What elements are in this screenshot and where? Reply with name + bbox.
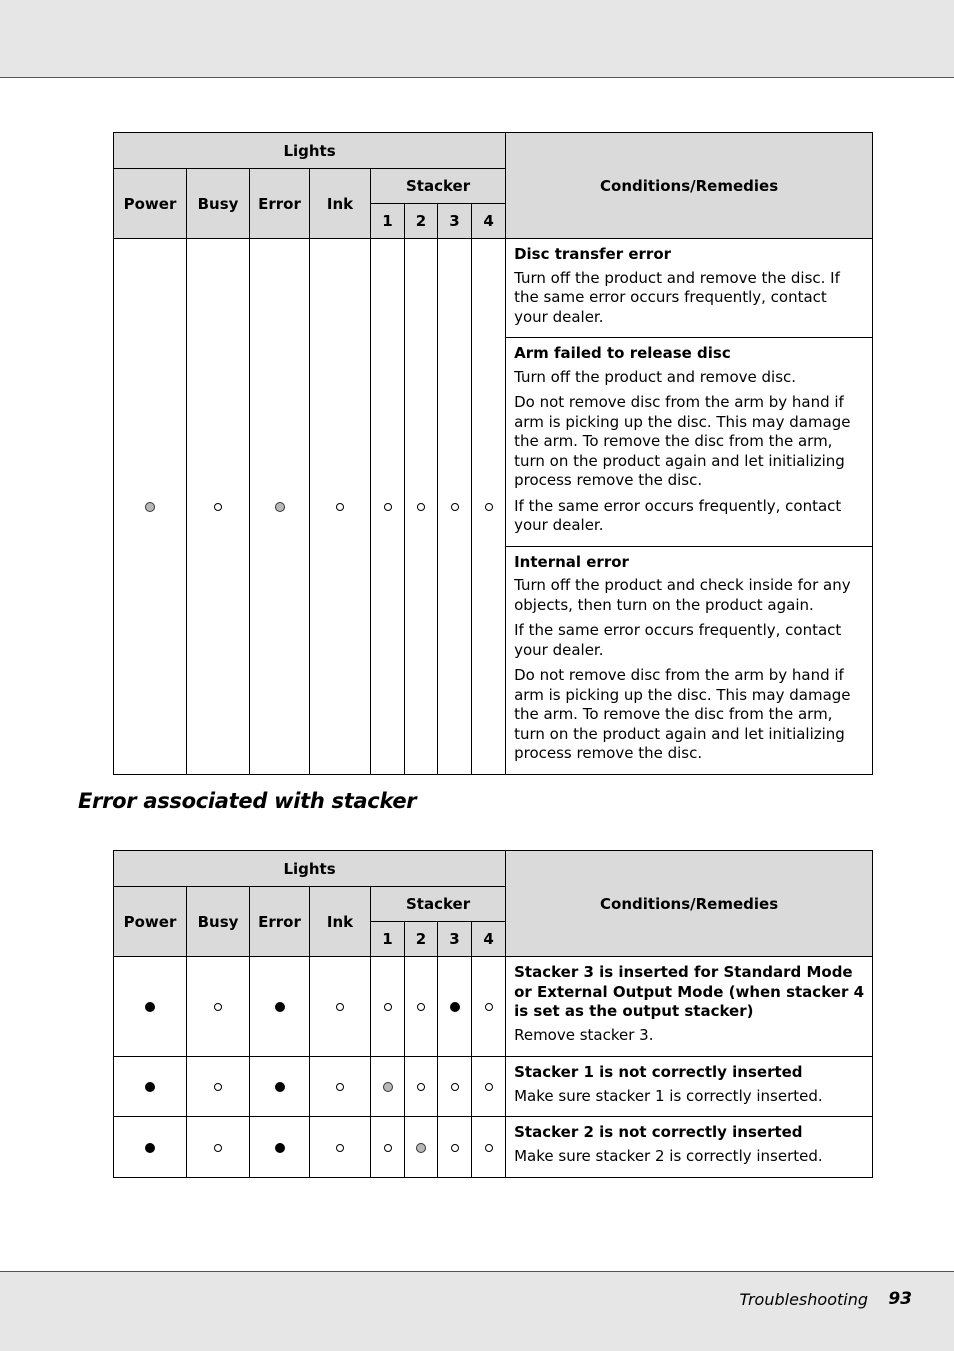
- condition-remedy: If the same error occurs frequently, contact your dealer.: [514, 496, 842, 534]
- stacker-3-light-indicator: [450, 1002, 460, 1012]
- condition-title: Stacker 3 is inserted for Standard Mode or External Output Mode (when stacker 4 is set as the output stacker): [514, 963, 865, 1020]
- condition-remedy: Do not remove disc from the arm by hand if arm is picking up the disc. This may damage the arm. To remove the disc from the arm, turn on the product again and let initializing process remove the disc.: [514, 666, 851, 762]
- stacker-2-light-cell: [405, 1057, 438, 1117]
- stacker-1-light-indicator: [383, 1082, 393, 1092]
- condition-remedy: Turn off the product and remove the disc. If the same error occurs frequently, contact your dealer.: [514, 268, 840, 326]
- ink-light-cell: [310, 1117, 371, 1178]
- stacker-3-light-cell: [438, 239, 472, 775]
- power-light-indicator: [145, 1143, 155, 1153]
- busy-header: Busy: [187, 169, 250, 239]
- stacker-1-light-cell: [371, 1057, 405, 1117]
- table-row: [114, 957, 873, 1057]
- busy-light-indicator: [214, 1003, 222, 1011]
- condition-title: Disc transfer error: [514, 245, 672, 263]
- stacker-2-light-cell: [405, 239, 438, 775]
- error-light-cell: [250, 1117, 310, 1178]
- lights-table-stacker: [113, 850, 873, 1178]
- ink-light-cell: [310, 957, 371, 1057]
- stacker-3-light-indicator: [451, 1083, 459, 1091]
- error-light-indicator: [275, 1082, 285, 1092]
- condition-remedy: Turn off the product and remove disc.: [514, 367, 797, 386]
- condition-title: Arm failed to release disc: [514, 344, 731, 362]
- ink-light-indicator: [336, 1144, 344, 1152]
- ink-light-indicator: [336, 1003, 344, 1011]
- stacker-3-light-indicator: [451, 503, 459, 511]
- power-light-indicator: [145, 502, 155, 512]
- stacker-4-light-indicator: [485, 503, 493, 511]
- stacker-3-light-cell: [438, 1117, 472, 1178]
- error-light-cell: [250, 1057, 310, 1117]
- stacker-4-light-indicator: [485, 1003, 493, 1011]
- ink-light-indicator: [336, 1083, 344, 1091]
- stacker-1-light-indicator: [384, 1003, 392, 1011]
- stacker-4-light-cell: [472, 1117, 506, 1178]
- stacker-3-light-cell: [438, 957, 472, 1057]
- ink-light-cell: [310, 239, 371, 775]
- ink-header: Ink: [310, 887, 371, 957]
- power-light-indicator: [145, 1002, 155, 1012]
- table-row: [114, 1057, 873, 1117]
- condition-remedy: Remove stacker 3.: [514, 1025, 654, 1044]
- conditions-header: Conditions/Remedies: [506, 133, 873, 239]
- condition-stacker-1-not-inserted: [506, 1057, 873, 1117]
- condition-title: Internal error: [514, 552, 629, 571]
- stacker-1-light-cell: [371, 957, 405, 1057]
- stacker-4-light-cell: [472, 239, 506, 775]
- stacker-4-header: 4: [472, 922, 506, 957]
- page-footer-band: [0, 1271, 954, 1351]
- stacker-header: Stacker: [371, 169, 506, 204]
- lights-header: Lights: [114, 133, 506, 169]
- stacker-2-light-indicator: [417, 1083, 425, 1091]
- stacker-1-light-cell: [371, 239, 405, 775]
- busy-light-cell: [187, 1117, 250, 1178]
- lights-table-general: [113, 132, 873, 775]
- stacker-1-header: 1: [371, 922, 405, 957]
- power-light-cell: [114, 239, 187, 775]
- stacker-3-header: 3: [438, 204, 472, 239]
- power-header: Power: [114, 169, 187, 239]
- condition-stacker-2-not-inserted: [506, 1117, 873, 1178]
- power-light-cell: [114, 957, 187, 1057]
- busy-light-indicator: [214, 503, 222, 511]
- condition-internal-error: [506, 546, 873, 774]
- stacker-2-light-indicator: [417, 1003, 425, 1011]
- stacker-2-light-cell: [405, 957, 438, 1057]
- footer-page-number: 93: [888, 1289, 912, 1309]
- stacker-3-header: 3: [438, 922, 472, 957]
- ink-header: Ink: [310, 169, 371, 239]
- error-header: Error: [250, 169, 310, 239]
- error-light-cell: [250, 957, 310, 1057]
- ink-light-indicator: [336, 503, 344, 511]
- stacker-4-light-indicator: [485, 1144, 493, 1152]
- table-row: [114, 1117, 873, 1178]
- condition-remedy: If the same error occurs frequently, contact your dealer.: [514, 621, 842, 659]
- stacker-4-light-cell: [472, 1057, 506, 1117]
- condition-stacker-3-inserted: [506, 957, 873, 1057]
- stacker-2-light-cell: [405, 1117, 438, 1178]
- condition-remedy: Turn off the product and check inside for any objects, then turn on the product again.: [514, 576, 851, 614]
- error-light-indicator: [275, 1002, 285, 1012]
- busy-light-indicator: [214, 1144, 222, 1152]
- stacker-1-header: 1: [371, 204, 405, 239]
- stacker-2-header: 2: [405, 922, 438, 957]
- power-light-indicator: [145, 1082, 155, 1092]
- error-header: Error: [250, 887, 310, 957]
- condition-title: Stacker 2 is not correctly inserted: [514, 1123, 803, 1141]
- condition-disc-transfer-error: [506, 239, 873, 338]
- stacker-4-header: 4: [472, 204, 506, 239]
- section-heading: Error associated with stacker: [78, 789, 417, 813]
- page-header-band: [0, 0, 954, 78]
- stacker-4-light-indicator: [485, 1083, 493, 1091]
- power-light-cell: [114, 1057, 187, 1117]
- busy-light-cell: [187, 957, 250, 1057]
- stacker-2-header: 2: [405, 204, 438, 239]
- condition-remedy: Make sure stacker 1 is correctly inserted.: [514, 1086, 823, 1105]
- busy-light-indicator: [214, 1083, 222, 1091]
- busy-header: Busy: [187, 887, 250, 957]
- stacker-1-light-indicator: [384, 1144, 392, 1152]
- condition-remedy: Do not remove disc from the arm by hand if arm is picking up the disc. This may damage the arm. To remove the disc from the arm, turn on the product again and let initializing process remove the disc.: [514, 393, 851, 489]
- stacker-3-light-indicator: [451, 1144, 459, 1152]
- busy-light-cell: [187, 239, 250, 775]
- condition-title: Stacker 1 is not correctly inserted: [514, 1063, 803, 1081]
- error-light-indicator: [275, 1143, 285, 1153]
- stacker-3-light-cell: [438, 1057, 472, 1117]
- conditions-header: Conditions/Remedies: [506, 851, 873, 957]
- busy-light-cell: [187, 1057, 250, 1117]
- stacker-4-light-cell: [472, 957, 506, 1057]
- stacker-2-light-indicator: [416, 1143, 426, 1153]
- error-light-indicator: [275, 502, 285, 512]
- stacker-2-light-indicator: [417, 503, 425, 511]
- table-row: [114, 239, 873, 338]
- ink-light-cell: [310, 1057, 371, 1117]
- footer-section-title: Troubleshooting: [739, 1290, 868, 1309]
- condition-remedy: Make sure stacker 2 is correctly inserted.: [514, 1146, 823, 1165]
- stacker-1-light-indicator: [384, 503, 392, 511]
- power-light-cell: [114, 1117, 187, 1178]
- power-header: Power: [114, 887, 187, 957]
- lights-header: Lights: [114, 851, 506, 887]
- error-light-cell: [250, 239, 310, 775]
- stacker-1-light-cell: [371, 1117, 405, 1178]
- stacker-header: Stacker: [371, 887, 506, 922]
- condition-arm-failed-release: [506, 338, 873, 547]
